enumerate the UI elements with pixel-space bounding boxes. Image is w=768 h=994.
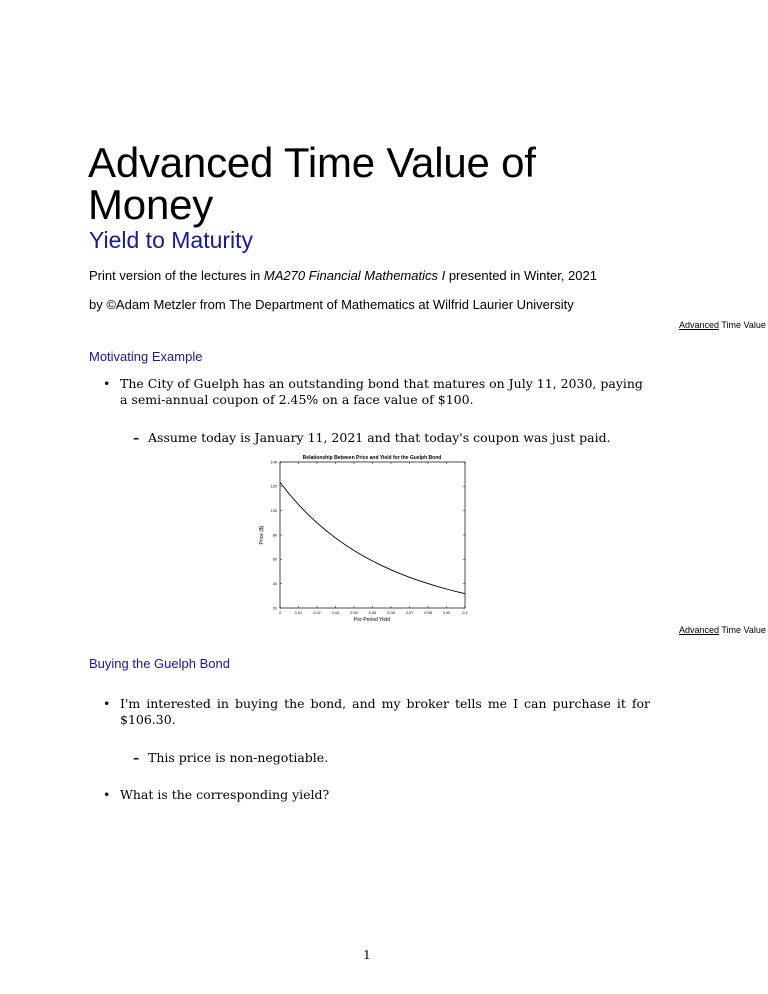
slide2-heading: Buying the Guelph Bond [89,656,230,671]
page-number: 1 [363,948,371,962]
author-info: by ©Adam Metzler from The Department of Mathematics at Wilfrid Laurier University [89,297,574,312]
running-header-rest: Time Value [719,625,766,635]
x-tick-label: 0.09 [442,611,451,615]
course-name: MA270 Financial Mathematics I [263,268,446,283]
price-yield-chart [255,452,475,624]
y-tick-label: 120 [270,484,277,489]
y-tick-label: 60 [272,557,277,562]
x-tick-label: 0.06 [387,611,395,615]
slide1-bullet1: The City of Guelph has an outstanding bond that matures on July 11, 2030, paying a semi-annual coupon of 2.45% on a face value of $100. [120,376,643,407]
y-tick-label: 140 [270,460,277,465]
running-header-underlined: Advanced [679,625,720,635]
y-axis-ticks [271,460,465,610]
x-tick-label: 0.02 [313,611,321,615]
y-tick-label: 100 [270,508,277,513]
x-tick-label: 0.01 [294,611,303,615]
course-info-prefix: Print version of the lectures in [89,268,264,283]
x-tick-label: 0.08 [424,611,432,615]
slide2-bullet1: I'm interested in buying the bond, and my broker tells me I can purchase it for $106.30. [120,696,650,727]
slide2-sub1: This price is non-negotiable. [148,750,329,765]
y-tick-label: 20 [272,606,277,611]
y-tick-label: 40 [272,581,277,586]
document-subtitle: Yield to Maturity [89,227,254,253]
bullet-marker: • [103,696,111,711]
x-axis-ticks [279,462,468,615]
slide1-heading: Motivating Example [89,349,203,364]
chart-title: Relationship Between Price and Yield for the Guelph Bond [302,455,442,461]
y-axis-label: Price ($) [259,525,265,545]
dash-marker: – [133,430,140,445]
x-tick-label: 0.04 [350,611,358,615]
document-title: Advanced Time Value of Money [88,139,536,228]
price-yield-curve [280,482,465,593]
running-header-underlined: Advanced [679,320,720,330]
course-info [89,268,597,283]
x-tick-label: 0.03 [331,611,340,615]
running-header-1 [679,320,768,330]
x-tick-label: 0.07 [405,611,414,615]
dash-marker: – [133,750,140,765]
running-header-2 [679,625,768,635]
x-tick-label: 0.1 [462,611,468,615]
x-tick-label: 0 [278,611,282,615]
bullet-marker: • [103,787,111,802]
running-header-rest: Time Value [719,320,766,330]
slide2-bullet2: What is the corresponding yield? [120,787,330,802]
bullet-marker: • [103,376,111,391]
x-axis-label: Per-Period Yield [353,617,391,623]
y-tick-label: 80 [272,533,277,538]
course-info-suffix: presented in Winter, 2021 [445,268,597,283]
slide1-sub1: Assume today is January 11, 2021 and that today's coupon was just paid. [148,430,611,445]
x-tick-label: 0.05 [368,611,377,615]
